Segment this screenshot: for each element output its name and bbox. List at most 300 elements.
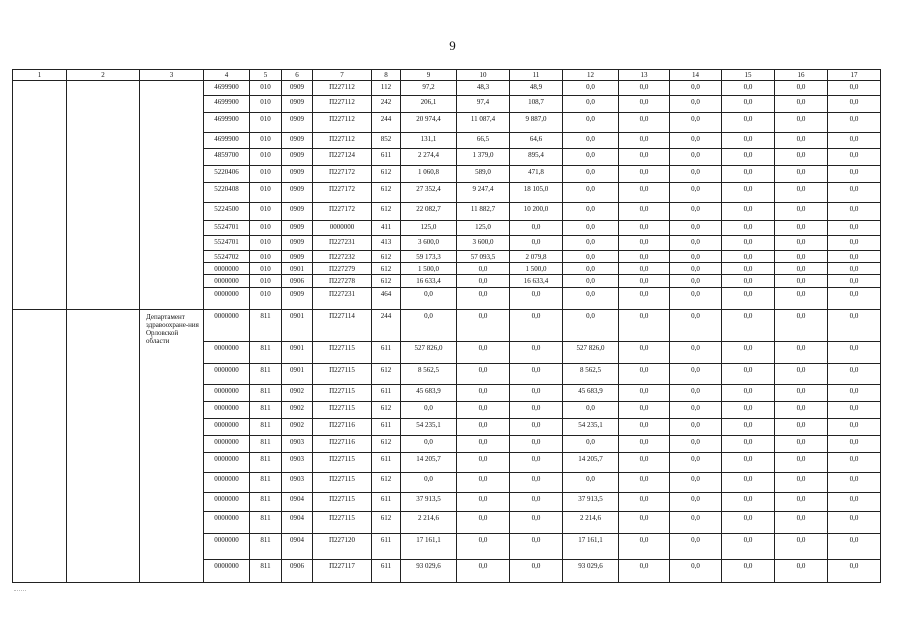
table-cell: 0,0 [457,288,510,310]
table-cell: 4699900 [204,96,250,113]
table-cell: 0,0 [775,473,828,493]
table-cell: 0,0 [775,385,828,402]
table-cell: 0,0 [722,364,775,385]
table-cell: 0,0 [619,310,670,342]
table-cell: 010 [250,236,282,251]
table-cell: П227117 [313,560,372,583]
table-cell: 4699900 [204,133,250,149]
table-cell: 9 887,0 [510,113,563,133]
table-cell: 811 [250,473,282,493]
table-cell: 0909 [282,113,313,133]
table-cell: 242 [372,96,401,113]
table-cell: 811 [250,436,282,453]
table-cell: 0,0 [775,149,828,166]
table-cell: 0,0 [775,221,828,236]
table-cell: 010 [250,183,282,203]
table-cell: 0000000 [204,436,250,453]
table-cell: 0,0 [775,251,828,263]
table-cell: 0,0 [670,96,722,113]
table-cell: 57 093,5 [457,251,510,263]
table-cell: 0909 [282,149,313,166]
table-cell: 010 [250,251,282,263]
column-header-1: 1 [13,70,67,81]
table-cell: 0,0 [828,203,881,221]
table-cell: 5524701 [204,236,250,251]
cell-col2-group1 [67,81,140,310]
table-cell: 0,0 [828,385,881,402]
column-header-16: 16 [775,70,828,81]
table-cell: 0,0 [563,203,619,221]
table-cell: 0000000 [204,364,250,385]
table-cell: П227112 [313,96,372,113]
table-cell: 413 [372,236,401,251]
table-cell: 0,0 [722,133,775,149]
table-cell: П227115 [313,364,372,385]
table-cell: 852 [372,133,401,149]
table-cell: 0,0 [722,473,775,493]
column-header-3: 3 [140,70,204,81]
table-cell: П227115 [313,453,372,473]
table-cell: 0,0 [775,288,828,310]
table-cell: 108,7 [510,96,563,113]
table-cell: 1 379,0 [457,149,510,166]
table-cell: 0,0 [563,288,619,310]
table-cell: 14 205,7 [563,453,619,473]
table-cell: 54 235,1 [563,419,619,436]
table-cell: 0,0 [775,81,828,96]
table-cell: 612 [372,263,401,275]
table-cell: 0,0 [722,288,775,310]
table-cell: 0,0 [619,251,670,263]
table-cell: 0,0 [670,263,722,275]
table-cell: 811 [250,342,282,364]
table-cell: 11 087,4 [457,113,510,133]
table-cell: 612 [372,436,401,453]
table-cell: 0,0 [619,221,670,236]
table-cell: 0,0 [619,493,670,512]
table-cell: 0,0 [828,560,881,583]
table-cell: 0,0 [828,183,881,203]
table-cell: 0,0 [828,493,881,512]
table-cell: 93 029,6 [563,560,619,583]
table-cell: 0,0 [775,263,828,275]
table-cell: 93 029,6 [401,560,457,583]
table-cell: 1 060,8 [401,166,457,183]
column-header-12: 12 [563,70,619,81]
cell-col3-group1 [140,81,204,310]
table-cell: П227116 [313,436,372,453]
table-cell: 811 [250,385,282,402]
table-cell: 4859700 [204,149,250,166]
table-cell: 612 [372,512,401,534]
table-cell: 22 082,7 [401,203,457,221]
table-cell: 37 913,5 [563,493,619,512]
table-cell: 0,0 [619,166,670,183]
table-cell: 0909 [282,183,313,203]
table-cell: 0,0 [775,236,828,251]
table-cell: 0,0 [510,473,563,493]
table-cell: 0000000 [204,473,250,493]
table-cell: 0,0 [510,342,563,364]
table-cell: 5524701 [204,221,250,236]
table-cell: 0,0 [563,96,619,113]
table-cell: 3 600,0 [401,236,457,251]
cell-col2-group2 [67,310,140,583]
table-cell: 1 500,0 [510,263,563,275]
table-cell: 0,0 [670,493,722,512]
table-cell: 0,0 [510,288,563,310]
table-cell: 811 [250,493,282,512]
table-cell: 0,0 [722,310,775,342]
table-cell: 206,1 [401,96,457,113]
table-cell: 0,0 [670,221,722,236]
table-cell: 612 [372,402,401,419]
table-cell: 0,0 [670,560,722,583]
table-cell: 0901 [282,364,313,385]
table-cell: 0,0 [722,81,775,96]
table-cell: 0,0 [510,419,563,436]
table-cell: 0,0 [563,275,619,288]
column-header-5: 5 [250,70,282,81]
table-cell: 59 173,3 [401,251,457,263]
table-cell: 0,0 [619,534,670,560]
table-cell: 0,0 [401,402,457,419]
table-cell: 0,0 [510,364,563,385]
table-cell: 0,0 [670,534,722,560]
table-cell: 0,0 [619,96,670,113]
table-cell: 0,0 [457,493,510,512]
table-cell: 0000000 [204,275,250,288]
table-cell: 0,0 [775,364,828,385]
table-cell: 0,0 [563,473,619,493]
table-cell: 010 [250,113,282,133]
table-cell: 0,0 [563,183,619,203]
table-cell: 0,0 [670,402,722,419]
table-cell: 0,0 [510,385,563,402]
table-cell: 0,0 [563,236,619,251]
table-cell: П227112 [313,113,372,133]
table-cell: 8 562,5 [401,364,457,385]
table-cell: 010 [250,288,282,310]
table-cell: 0000000 [204,310,250,342]
table-cell: 0,0 [563,436,619,453]
table-cell: 0,0 [828,166,881,183]
table-cell: 0,0 [619,402,670,419]
table-cell: 0,0 [619,81,670,96]
table-cell: 0,0 [619,385,670,402]
table-cell: 0903 [282,436,313,453]
table-cell: 0,0 [722,419,775,436]
table-cell: П227172 [313,183,372,203]
header-row [13,70,881,81]
table-cell: 16 633,4 [401,275,457,288]
table-cell: 611 [372,419,401,436]
table-cell: 010 [250,96,282,113]
column-header-13: 13 [619,70,670,81]
table-cell: 0901 [282,310,313,342]
table-cell: П227115 [313,402,372,419]
table-cell: 2 214,6 [563,512,619,534]
table-cell: 0,0 [619,364,670,385]
table-cell: 811 [250,453,282,473]
table-cell: 0,0 [722,512,775,534]
column-header-6: 6 [282,70,313,81]
table-cell: 811 [250,364,282,385]
table-cell: П227115 [313,385,372,402]
table-cell: 0,0 [828,221,881,236]
table-cell: 0,0 [828,96,881,113]
table-cell: 0,0 [775,166,828,183]
table-cell: 0,0 [619,149,670,166]
table-cell: 0902 [282,419,313,436]
table-cell: 0909 [282,203,313,221]
table-cell: 64,6 [510,133,563,149]
table-cell: 0,0 [670,81,722,96]
table-cell: 0,0 [670,453,722,473]
table-cell: 0,0 [775,534,828,560]
column-header-7: 7 [313,70,372,81]
table-cell: 0909 [282,221,313,236]
table-cell: 811 [250,310,282,342]
table-cell: 0000000 [204,342,250,364]
table-cell: 0000000 [204,402,250,419]
table-cell: 0,0 [722,166,775,183]
table-cell: 0,0 [828,402,881,419]
table-cell: 0000000 [313,221,372,236]
table-cell: 8 562,5 [563,364,619,385]
table-cell: 0000000 [204,534,250,560]
table-cell: 0,0 [457,342,510,364]
column-header-11: 11 [510,70,563,81]
table-cell: 0,0 [457,275,510,288]
table-cell: 0,0 [670,310,722,342]
table-cell: 0909 [282,236,313,251]
table-cell: 612 [372,183,401,203]
table-cell: 0000000 [204,560,250,583]
table-cell: 18 105,0 [510,183,563,203]
table-cell: 0,0 [619,512,670,534]
table-cell: 2 079,8 [510,251,563,263]
table-cell: 0,0 [563,133,619,149]
table-cell: 0,0 [619,183,670,203]
table-cell: 0,0 [775,402,828,419]
table-cell: П227115 [313,342,372,364]
table-cell: П227172 [313,166,372,183]
table-cell: 527 826,0 [563,342,619,364]
table-cell: 0,0 [670,183,722,203]
table-cell: 0,0 [619,453,670,473]
table-cell: П227115 [313,512,372,534]
table-cell: 0,0 [619,275,670,288]
table-cell: 3 600,0 [457,236,510,251]
table-cell: 0,0 [619,263,670,275]
table-cell: 17 161,1 [401,534,457,560]
table-cell: 66,5 [457,133,510,149]
table-cell: 0,0 [775,453,828,473]
table-cell: 10 200,0 [510,203,563,221]
table-cell: 0,0 [775,203,828,221]
table-cell: 611 [372,342,401,364]
table-cell: 0,0 [457,534,510,560]
table-cell: 0,0 [828,81,881,96]
table-cell: 010 [250,166,282,183]
table-cell: 0,0 [722,263,775,275]
table-cell: 0904 [282,512,313,534]
table-cell: 612 [372,275,401,288]
table-cell: 010 [250,263,282,275]
table-cell: 527 826,0 [401,342,457,364]
table-cell: 0,0 [457,436,510,453]
table-cell: 0,0 [510,221,563,236]
table-cell: 0,0 [775,419,828,436]
table-cell: 5220406 [204,166,250,183]
table-cell: 0,0 [670,419,722,436]
table-cell: 0,0 [619,133,670,149]
table-cell: 0,0 [457,512,510,534]
table-cell: П227172 [313,203,372,221]
table-cell: 0906 [282,560,313,583]
table-cell: 0,0 [828,473,881,493]
department-name: Департамент здравоохране-ния Орловской области [140,310,204,583]
table-cell: 0,0 [457,453,510,473]
table-cell: 0,0 [775,493,828,512]
table-cell: 0,0 [670,203,722,221]
table-cell: 0904 [282,493,313,512]
table-cell: 11 882,7 [457,203,510,221]
table-cell: 010 [250,133,282,149]
table-cell: 611 [372,493,401,512]
table-cell: 0,0 [722,149,775,166]
column-header-8: 8 [372,70,401,81]
table-cell: 0,0 [828,342,881,364]
table-cell: 589,0 [457,166,510,183]
table-cell: 0,0 [722,236,775,251]
table-cell: 0,0 [722,203,775,221]
table-cell: 0,0 [457,385,510,402]
table-cell: 0,0 [563,310,619,342]
page-number: 9 [449,38,456,53]
table-cell: 0,0 [670,275,722,288]
table-cell: 0909 [282,81,313,96]
table-cell: 0,0 [563,149,619,166]
table-cell: 0,0 [722,275,775,288]
table-cell: 0,0 [722,493,775,512]
table-cell: 0,0 [828,310,881,342]
table-cell: 0901 [282,342,313,364]
table-cell: 0,0 [619,236,670,251]
table-cell: 0,0 [828,275,881,288]
table-cell: 612 [372,251,401,263]
table-cell: 0000000 [204,385,250,402]
table-cell: 611 [372,534,401,560]
table-cell: 464 [372,288,401,310]
scan-mark [14,590,26,591]
table-cell: 97,2 [401,81,457,96]
table-cell: 0,0 [619,436,670,453]
table-cell: 97,4 [457,96,510,113]
table-cell: 811 [250,560,282,583]
table-cell: 125,0 [401,221,457,236]
table-cell: 0,0 [510,534,563,560]
table-cell: 0,0 [619,342,670,364]
table-cell: 37 913,5 [401,493,457,512]
table-cell: 811 [250,512,282,534]
table-cell: 0,0 [775,342,828,364]
table-cell: 244 [372,310,401,342]
cell-col1-group2 [13,310,67,583]
table-cell: 0,0 [670,288,722,310]
table-cell: 0,0 [401,310,457,342]
table-cell: 0,0 [828,453,881,473]
table-cell: 0,0 [563,402,619,419]
table-cell: 0,0 [775,96,828,113]
table-cell: 0000000 [204,512,250,534]
table-cell: 0,0 [619,473,670,493]
table-cell: 0,0 [670,166,722,183]
table-cell: 0,0 [563,251,619,263]
column-header-9: 9 [401,70,457,81]
table-cell: 0,0 [670,236,722,251]
table-cell: 0000000 [204,419,250,436]
table-cell: 0,0 [457,310,510,342]
table-cell: П227231 [313,236,372,251]
table-cell: 0903 [282,453,313,473]
table-cell: 0,0 [722,113,775,133]
table-cell: 0,0 [775,310,828,342]
table-cell: 5220408 [204,183,250,203]
table-cell: 0,0 [722,402,775,419]
table-cell: П227116 [313,419,372,436]
table-cell: 0902 [282,385,313,402]
table-cell: 895,4 [510,149,563,166]
table-cell: 0,0 [722,342,775,364]
table-cell: 0,0 [722,221,775,236]
table-cell: 0904 [282,534,313,560]
table-cell: 0,0 [510,512,563,534]
table-cell: 811 [250,419,282,436]
table-cell: 4699900 [204,113,250,133]
table-cell: 45 683,9 [401,385,457,402]
table-cell: 0,0 [563,81,619,96]
table-cell: 0,0 [670,342,722,364]
table-cell: 48,9 [510,81,563,96]
table-cell: 612 [372,203,401,221]
table-cell: 0,0 [828,263,881,275]
table-cell: 112 [372,81,401,96]
table-cell: 0,0 [670,473,722,493]
table-cell: 2 274,4 [401,149,457,166]
table-cell: 27 352,4 [401,183,457,203]
table-cell: 0,0 [775,113,828,133]
table-cell: 0,0 [619,560,670,583]
table-cell: 0,0 [670,113,722,133]
table-cell: 2 214,6 [401,512,457,534]
table-cell: 0,0 [828,288,881,310]
table-cell: 010 [250,221,282,236]
table-cell: 0,0 [457,263,510,275]
table-cell: 0,0 [775,275,828,288]
column-header-14: 14 [670,70,722,81]
table-cell: 0,0 [775,436,828,453]
table-cell: 17 161,1 [563,534,619,560]
table-cell: 0,0 [722,436,775,453]
table-cell: 612 [372,473,401,493]
table-cell: 0000000 [204,493,250,512]
table-cell: 0,0 [828,113,881,133]
table-cell: 0,0 [722,560,775,583]
table-cell: 0,0 [722,183,775,203]
table-cell: 0,0 [722,251,775,263]
